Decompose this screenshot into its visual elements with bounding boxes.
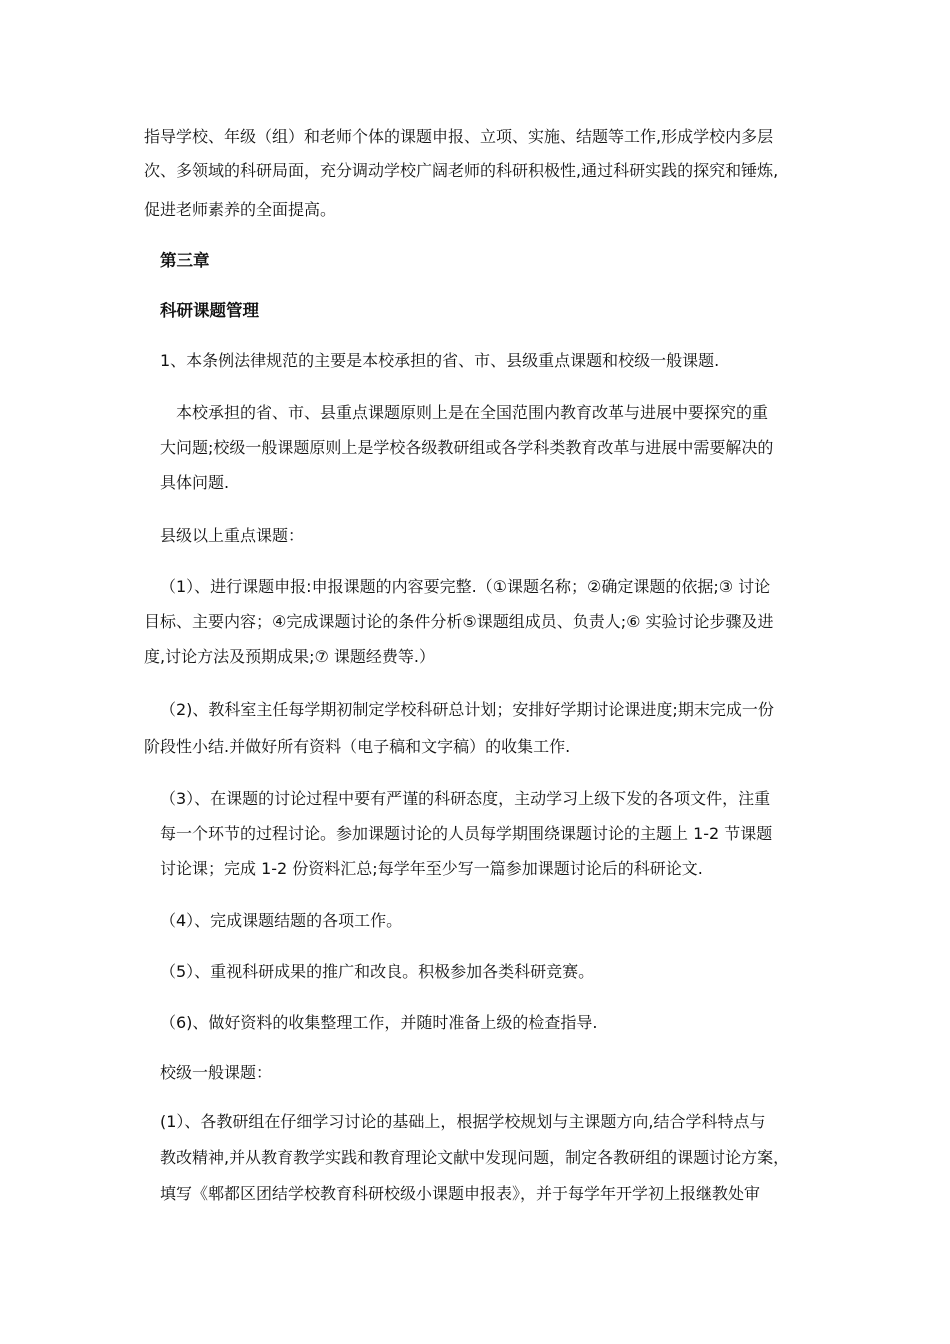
county-item2-line-1: （2)、教科室主任每学期初制定学校科研总计划；安排好学期讨论课进度;期末完成一份 [160, 700, 774, 719]
school-item1-line-3: 填写《郫都区团结学校教育科研校级小课题申报表》，并于每学年开学初上报继教处审 [160, 1184, 761, 1203]
county-item3-line-2: 每一个环节的过程讨论。参加课题讨论的人员每学期围绕课题讨论的主题上 1-2 节课题 [160, 824, 773, 843]
item1-para-line-1: 本校承担的省、市、县重点课题原则上是在全国范围内教育改革与进展中要探究的重 [176, 403, 769, 422]
county-item3-line-3: 讨论课；完成 1-2 份资料汇总;每学年至少写一篇参加课题讨论后的科研论文. [160, 859, 703, 878]
school-item1-line-2: 教改精神,并从教育教学实践和教育理论文献中发现问题，制定各教研组的课题讨论方案， [160, 1148, 790, 1167]
county-item1-line-1: （1）、进行课题申报:申报课题的内容要完整.（①课题名称；②确定课题的依据;③ 讨论 [160, 577, 771, 596]
school-label: 校级一般课题： [160, 1063, 273, 1082]
chapter-title: 第三章 [160, 251, 210, 270]
county-item2-line-2: 阶段性小结.并做好所有资料（电子稿和文字稿）的收集工作. [144, 737, 571, 756]
item1-para-line-3: 具体问题. [160, 473, 230, 492]
county-item3-line-1: （3）、在课题的讨论过程中要有严谨的科研态度，主动学习上级下发的各项文件，注重 [160, 789, 771, 808]
county-item1-line-2: 目标、主要内容；④完成课题讨论的条件分析⑤课题组成员、负责人;⑥ 实验讨论步骤及进 [144, 612, 774, 631]
school-item1-line-1: (1）、各教研组在仔细学习讨论的基础上，根据学校规划与主课题方向,结合学科特点与 [160, 1112, 766, 1131]
item1-para-line-2: 大问题;校级一般课题原则上是学校各级教研组或各学科类教育改革与进展中需要解决的 [160, 438, 774, 457]
chapter-subtitle: 科研课题管理 [160, 301, 259, 320]
county-item5: （5）、重视科研成果的推广和改良。积极参加各类科研竞赛。 [160, 962, 595, 981]
county-item1-line-3: 度,讨论方法及预期成果;⑦ 课题经费等.） [144, 647, 435, 666]
intro-line-1: 指导学校、年级（组）和老师个体的课题申报、立项、实施、结题等工作,形成学校内多层 [144, 127, 774, 146]
intro-line-2: 次、多领域的科研局面，充分调动学校广阔老师的科研积极性,通过科研实践的探究和锤炼, [144, 161, 779, 180]
item1-line: 1、本条例法律规范的主要是本校承担的省、市、县级重点课题和校级一般课题. [160, 351, 720, 370]
county-label: 县级以上重点课题： [160, 526, 305, 545]
county-item4: （4）、完成课题结题的各项工作。 [160, 911, 403, 930]
county-item6: （6)、做好资料的收集整理工作，并随时准备上级的检查指导. [160, 1013, 598, 1032]
intro-line-3: 促进老师素养的全面提高。 [144, 200, 337, 219]
